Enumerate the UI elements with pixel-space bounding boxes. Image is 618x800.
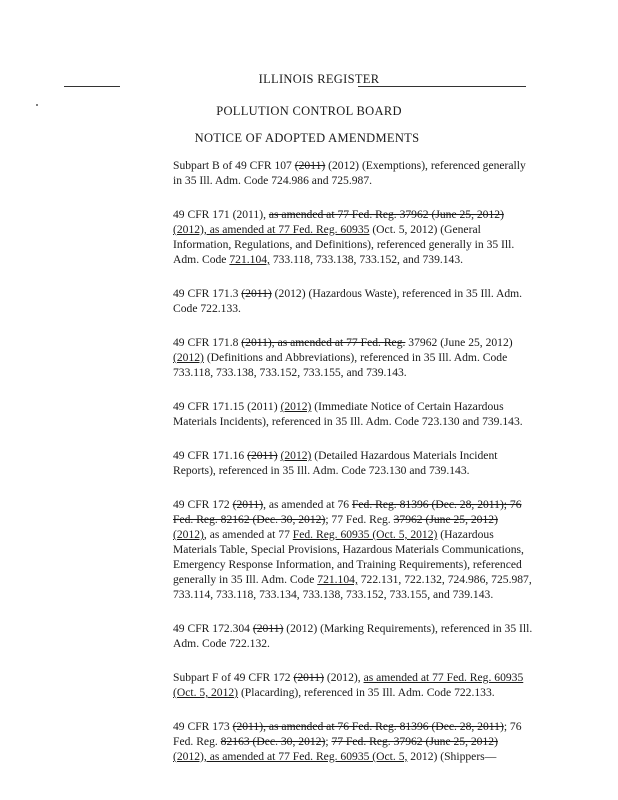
text-run: (Placarding), referenced in 35 Ill. Adm. Code 722.133. bbox=[238, 686, 495, 699]
incorporated-references-list bbox=[173, 158, 533, 783]
struck-text: (2011) bbox=[252, 622, 284, 635]
struck-text: (2011) bbox=[294, 159, 326, 172]
inserted-text: (2012) bbox=[173, 528, 204, 541]
text-run: , as amended at 76 bbox=[263, 498, 352, 511]
text-run: 722.131, 722.132, 724.986, 725.987, 733.114, 733.118, 733.134, 733.138, 733.152, 733.155, and 739.143. bbox=[173, 573, 532, 601]
text-run: (Oct. 5, 2012) (General Information, Regulations, and Definitions), referenced generally in 35 Ill. Adm. Code bbox=[173, 223, 515, 266]
text-run: (2012) (Exemptions), referenced generally in 35 Ill. Adm. Code 724.986 and 725.987. bbox=[173, 159, 526, 187]
inserted-text: (2012) bbox=[173, 351, 204, 364]
reference-paragraph bbox=[173, 158, 533, 188]
struck-text: Fed. Reg. 81396 (Dec. 28, 2011); 76 Fed. Reg. 82162 (Dec. 30, 2012) bbox=[173, 498, 522, 526]
text-run: ; 77 Fed. Reg. bbox=[325, 513, 394, 526]
text-run: (Hazardous Materials Table, Special Provisions, Hazardous Materials Communications, Emergency Response Information, and Training Requirements), referenced generally in 35 Ill. Adm. Code bbox=[173, 528, 524, 586]
text-run: Subpart F of 49 CFR 172 bbox=[173, 671, 294, 684]
text-run: (2012) (Hazardous Waste), referenced in 35 Ill. Adm. Code 722.133. bbox=[173, 287, 523, 315]
inserted-text: 721.104, bbox=[317, 573, 358, 586]
reference-paragraph bbox=[173, 207, 533, 267]
text-run: (Detailed Hazardous Materials Incident Reports), referenced in 35 Ill. Adm. Code 723.130 and 739.143. bbox=[173, 449, 498, 477]
text-run: (2012) (Marking Requirements), referenced in 35 Ill. Adm. Code 722.132. bbox=[173, 622, 533, 650]
text-run: 49 CFR 172 bbox=[173, 498, 233, 511]
text-run: 733.118, 733.138, 733.152, and 739.143. bbox=[269, 253, 464, 266]
inserted-text: (2012), as amended at 77 Fed. Reg. 60935 bbox=[173, 223, 370, 236]
reference-paragraph bbox=[173, 719, 533, 764]
text-run: (Definitions and Abbreviations), referenced in 35 Ill. Adm. Code 733.118, 733.138, 733.152, 733.155, and 739.143. bbox=[173, 351, 508, 379]
inserted-text: Fed. Reg. 60935 (Oct. 5, 2012) bbox=[292, 528, 438, 541]
reference-paragraph bbox=[173, 621, 533, 651]
struck-text: (2011), as amended at 76 Fed. Reg. 81396 (Dec. 28, 2011) bbox=[232, 720, 504, 733]
reference-paragraph bbox=[173, 497, 533, 602]
struck-text: 77 Fed. Reg. 37962 (June 25, 2012) bbox=[331, 735, 498, 748]
inserted-text: 721.104, bbox=[229, 253, 270, 266]
inserted-text: as amended at 77 Fed. Reg. 60935 (Oct. 5, 2012) bbox=[173, 671, 524, 699]
reference-paragraph bbox=[173, 286, 533, 316]
inserted-text: (2012) bbox=[280, 449, 312, 462]
text-run: 49 CFR 171.15 (2011) bbox=[173, 400, 281, 413]
board-title: POLLUTION CONTROL BOARD bbox=[216, 104, 402, 118]
text-run: 49 CFR 171 (2011), bbox=[173, 208, 269, 221]
reference-paragraph bbox=[173, 448, 533, 478]
text-run: , as amended at 77 bbox=[203, 528, 293, 541]
text-run: Subpart B of 49 CFR 107 bbox=[173, 159, 295, 172]
text-run: 49 CFR 171.16 bbox=[173, 449, 248, 462]
register-title: ILLINOIS REGISTER bbox=[258, 72, 380, 86]
struck-text: (2011) bbox=[232, 498, 264, 511]
struck-text: (2011) bbox=[241, 287, 272, 300]
struck-text: 82163 (Dec. 30, 2012) bbox=[220, 735, 326, 748]
struck-text: 37962 (June 25, 2012) bbox=[393, 513, 498, 526]
text-run: (2012), bbox=[323, 671, 364, 684]
struck-text: (2011) bbox=[247, 449, 278, 462]
notice-title: NOTICE OF ADOPTED AMENDMENTS bbox=[194, 131, 420, 145]
text-run: 2012) (Shippers— bbox=[407, 750, 497, 763]
struck-text: as amended at 77 Fed. Reg. 37962 (June 25, 2012) bbox=[268, 208, 504, 221]
struck-text: (2011) bbox=[293, 671, 324, 684]
text-run: ; 76 Fed. Reg. bbox=[173, 720, 522, 748]
reference-paragraph bbox=[173, 335, 533, 380]
text-run: (Immediate Notice of Certain Hazardous Materials Incidents), referenced in 35 Ill. Adm. Code 723.130 and 739.143. bbox=[173, 400, 523, 428]
reference-paragraph bbox=[173, 670, 533, 700]
reference-paragraph bbox=[173, 399, 533, 429]
inserted-text: (2012), as amended at 77 Fed. Reg. 60935 (Oct. 5, bbox=[173, 750, 408, 763]
text-run: 49 CFR 172.304 bbox=[173, 622, 253, 635]
text-run: ; bbox=[325, 735, 332, 748]
struck-text: (2011), as amended at 77 Fed. Reg. bbox=[241, 336, 406, 349]
text-run: 49 CFR 171.8 bbox=[173, 336, 242, 349]
text-run: 37962 (June 25, 2012) bbox=[405, 336, 513, 349]
text-run: 49 CFR 173 bbox=[173, 720, 233, 733]
inserted-text: (2012) bbox=[280, 400, 312, 413]
text-run: 49 CFR 171.3 bbox=[173, 287, 242, 300]
